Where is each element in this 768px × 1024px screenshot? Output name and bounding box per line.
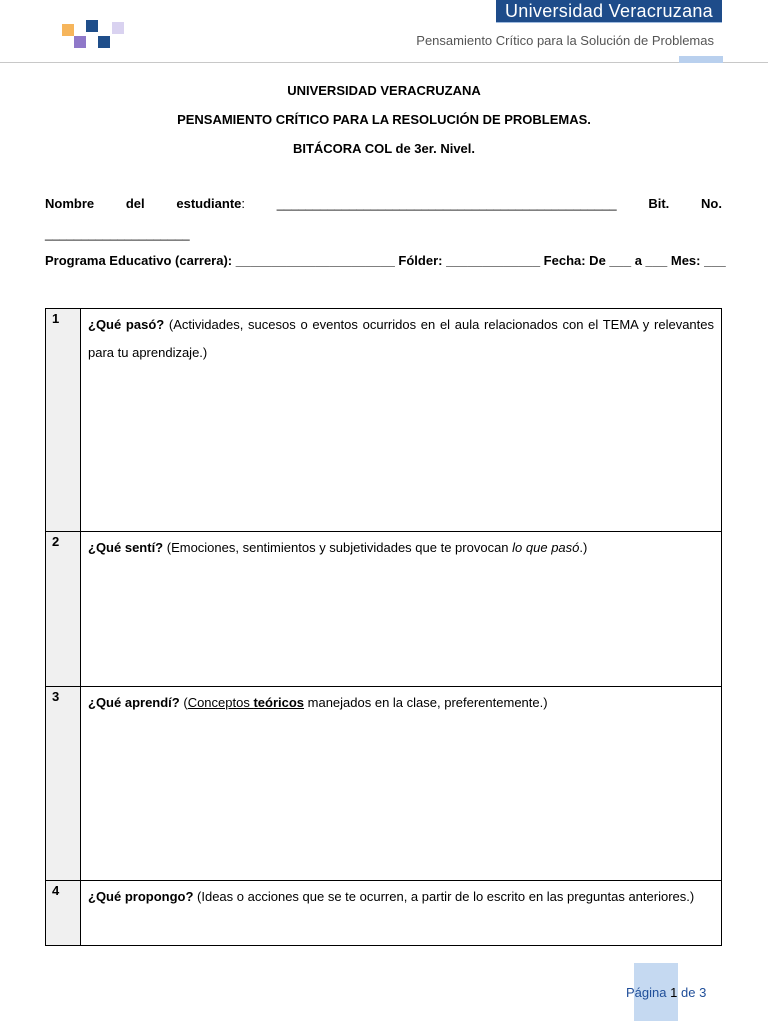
program-row: Programa Educativo (carrera): ______________________ Fólder: _____________ Fecha: De ___ a ___ Mes: ___ bbox=[45, 253, 726, 268]
brand-banner: Universidad Veracruzana bbox=[496, 0, 722, 22]
label-nombre: Nombre bbox=[45, 196, 95, 211]
table-row bbox=[46, 532, 722, 687]
question-number: 2 bbox=[46, 532, 81, 687]
uv-logo bbox=[62, 20, 126, 50]
label-estudiante: estudiante: bbox=[176, 196, 246, 211]
question-cell[interactable] bbox=[81, 881, 722, 946]
table-row bbox=[46, 309, 722, 532]
question-text-end: .) bbox=[579, 540, 588, 555]
question-text: (Emociones, sentimientos y subjetividades que te provocan bbox=[163, 540, 513, 555]
question-cell[interactable] bbox=[81, 687, 722, 881]
brand-underline bbox=[496, 22, 722, 23]
logo-square-blue bbox=[86, 20, 98, 32]
logo-square-purple bbox=[74, 36, 86, 48]
label-no: No. bbox=[701, 196, 722, 211]
question-title: ¿Qué aprendí? bbox=[88, 695, 180, 710]
current-page: 1 bbox=[670, 985, 678, 1000]
header-subtitle: Pensamiento Crítico para la Solución de Problemas bbox=[416, 33, 714, 48]
question-number: 1 bbox=[46, 309, 81, 532]
total-pages: 3 bbox=[699, 985, 707, 1000]
question-text: ( bbox=[179, 695, 188, 710]
table-row bbox=[46, 881, 722, 946]
logo-square-navy bbox=[98, 36, 110, 48]
question-cell[interactable] bbox=[81, 309, 722, 532]
log-table bbox=[45, 308, 722, 946]
title-university: UNIVERSIDAD VERACRUZANA bbox=[287, 83, 481, 98]
bit-number-blank[interactable]: ____________________ bbox=[45, 226, 190, 241]
page-number bbox=[626, 985, 706, 1000]
logo-square-lavender bbox=[112, 22, 124, 34]
label-bit: Bit. bbox=[648, 196, 670, 211]
question-title: ¿Qué sentí? bbox=[88, 540, 164, 555]
page-label: Página bbox=[626, 985, 667, 1000]
label-del: del bbox=[125, 196, 145, 211]
question-number: 3 bbox=[46, 687, 81, 881]
question-text-end: manejados en la clase, preferentemente.) bbox=[304, 695, 548, 710]
question-title: ¿Qué pasó? bbox=[88, 317, 165, 332]
logo-square-orange bbox=[62, 24, 74, 36]
header-accent-tab bbox=[679, 56, 723, 63]
title-course: PENSAMIENTO CRÍTICO PARA LA RESOLUCIÓN DE PROBLEMAS. bbox=[177, 112, 591, 127]
page-of: de bbox=[680, 985, 696, 1000]
question-text-italic: lo que pasó bbox=[512, 540, 580, 555]
table-row bbox=[46, 687, 722, 881]
title-log: BITÁCORA COL de 3er. Nivel. bbox=[292, 141, 476, 156]
student-name-row bbox=[45, 196, 722, 211]
question-text-underlined: Conceptos bbox=[187, 695, 254, 710]
question-cell[interactable] bbox=[81, 532, 722, 687]
question-text: (Ideas o acciones que se te ocurren, a partir de lo escrito en las preguntas anteriores.) bbox=[193, 889, 695, 904]
document-titles bbox=[0, 82, 768, 169]
question-text-underlined-bold: teóricos bbox=[253, 695, 305, 710]
question-text: (Actividades, sucesos o eventos ocurridos en el aula relacionados con el TEMA y relevantes para tu aprendizaje.) bbox=[88, 317, 714, 360]
question-number: 4 bbox=[46, 881, 81, 946]
question-title: ¿Qué propongo? bbox=[88, 889, 194, 904]
student-name-blank[interactable]: _______________________________________________ bbox=[276, 196, 617, 211]
header-rule bbox=[0, 62, 768, 63]
